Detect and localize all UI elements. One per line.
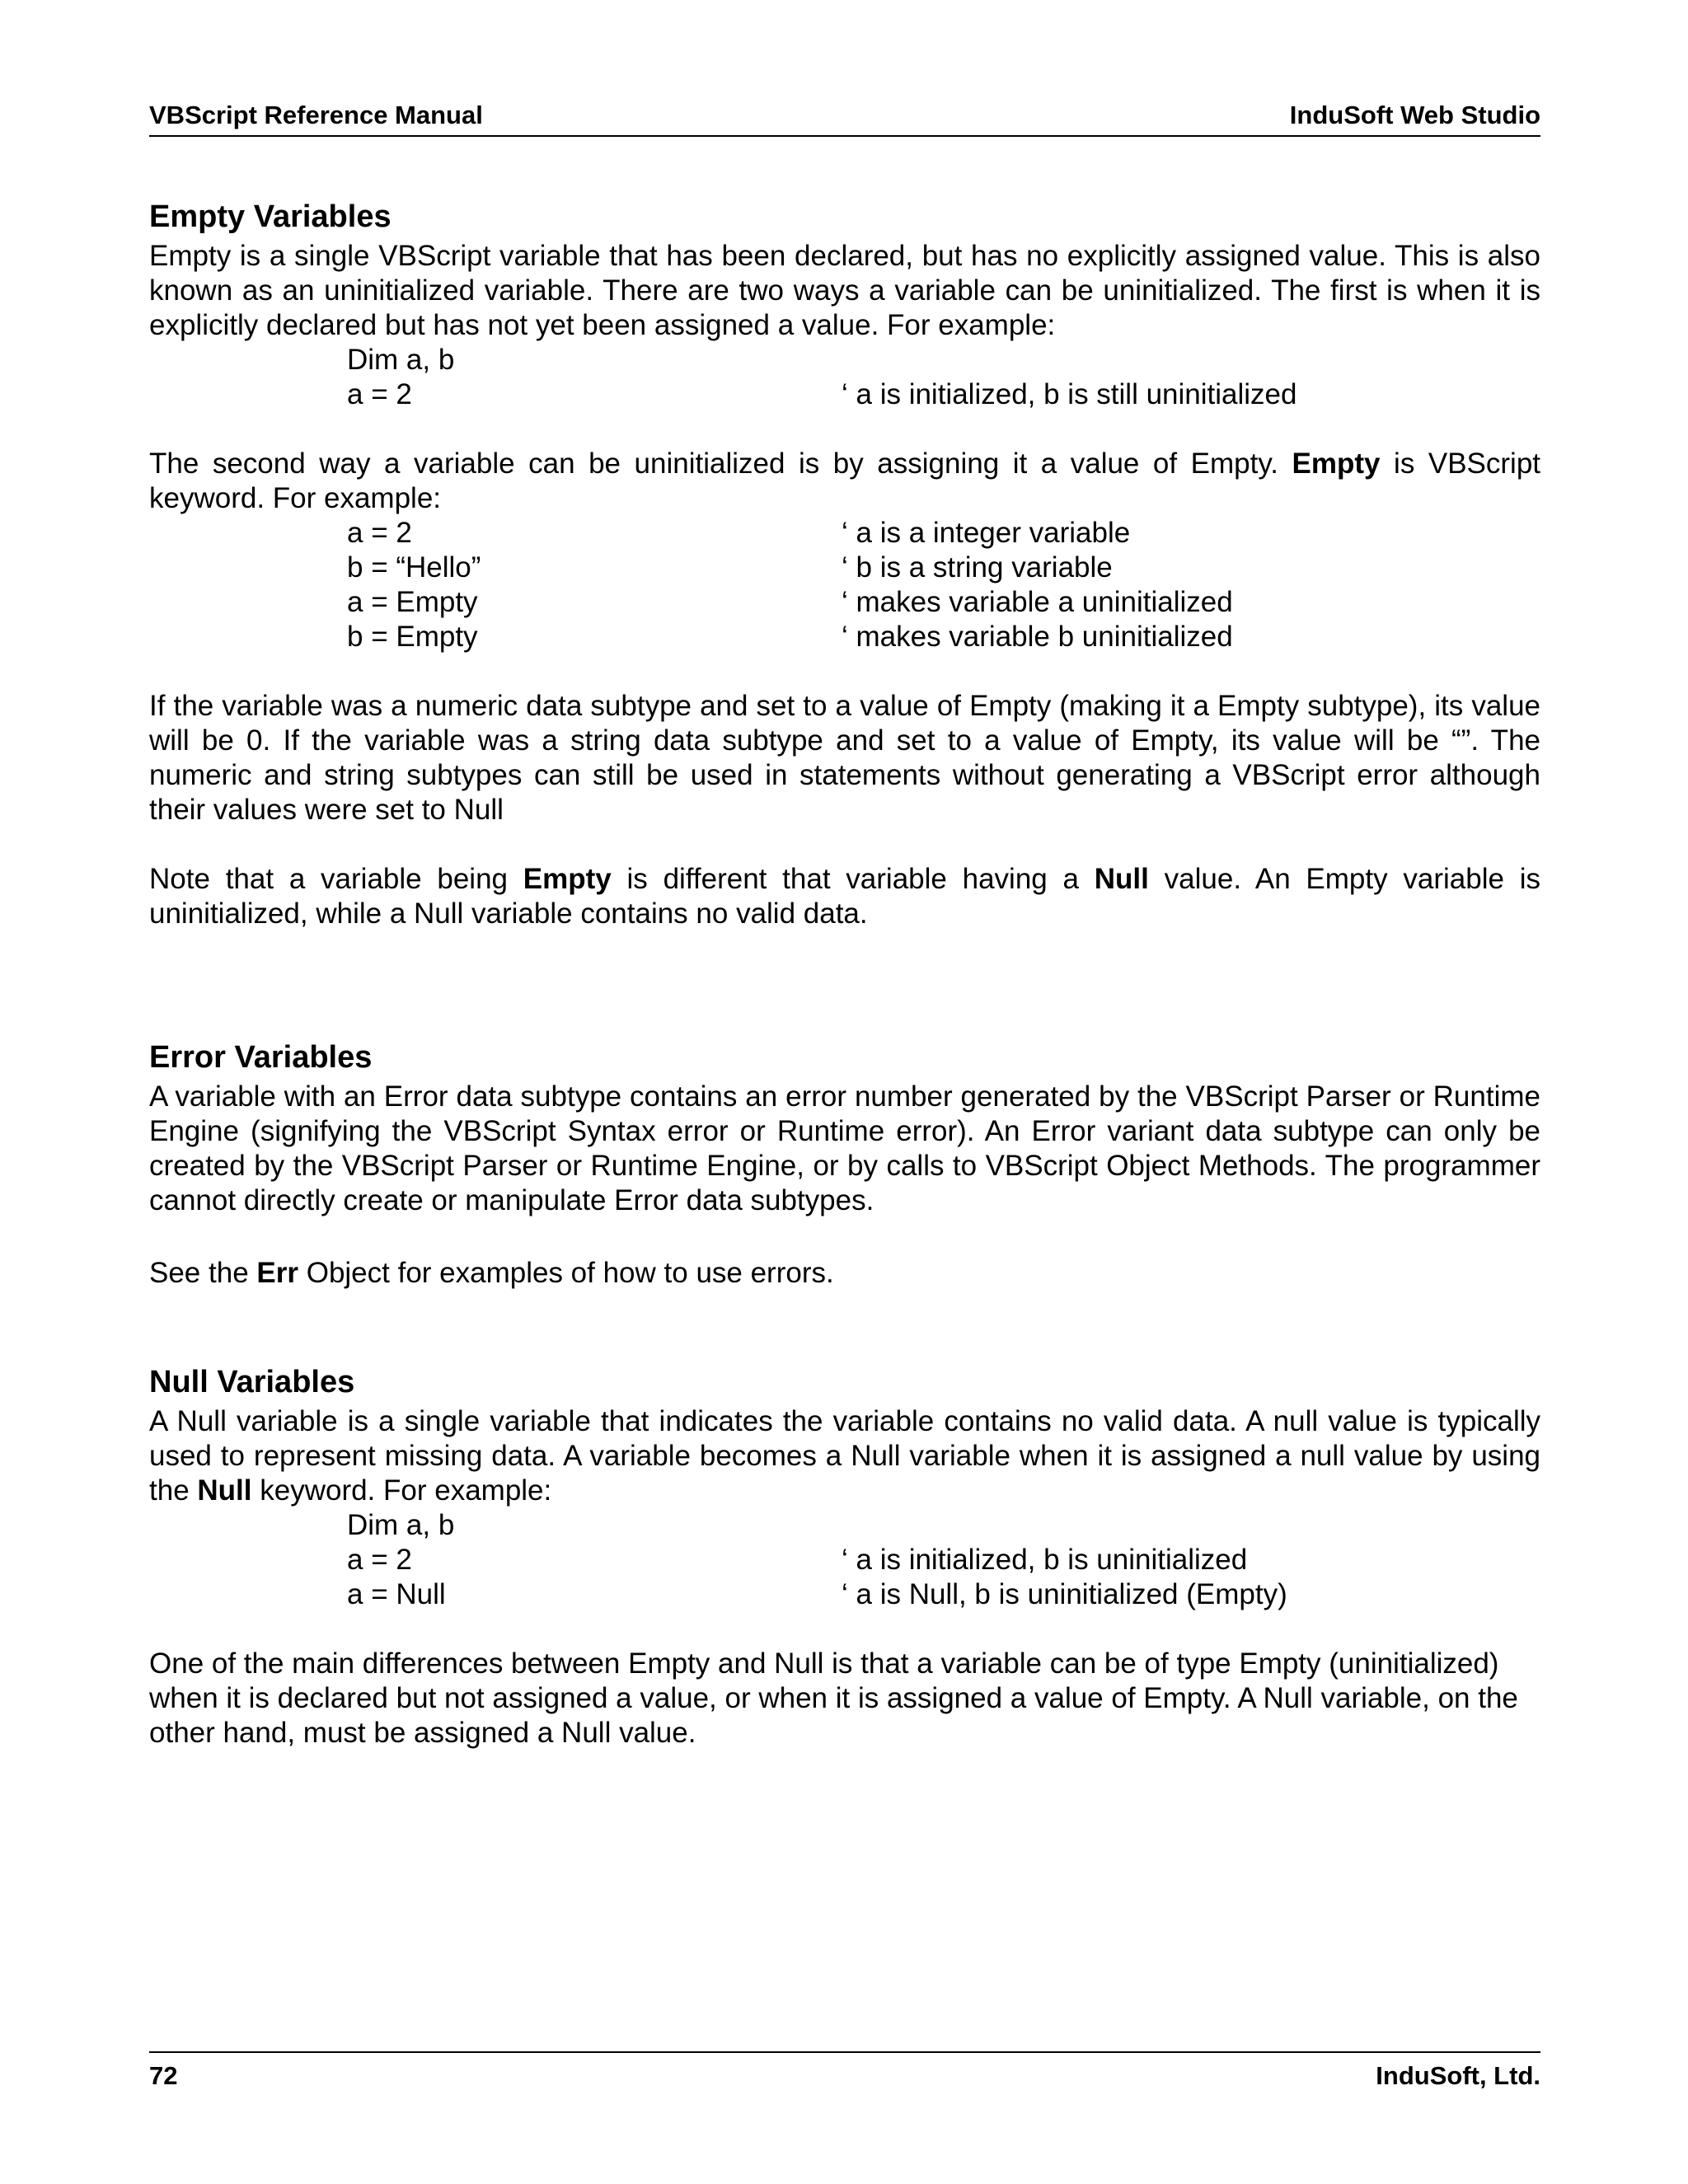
code-comment: ‘ makes variable a uninitialized <box>842 586 1233 618</box>
empty-code-example-2 <box>149 516 1540 654</box>
error-paragraph-2 <box>149 1256 1540 1291</box>
null-paragraph-2: One of the main differences between Empty and Null is that a variable can be of type Empty (uninitialized) when it is declared but not assigned a value, or when it is assigned a value of Empty. A Null variable, on the other hand, must be assigned a Null value. <box>149 1647 1518 1749</box>
empty-code-example-1 <box>149 343 1540 412</box>
code-statement: a = 2 <box>347 378 412 410</box>
code-line <box>149 620 1540 654</box>
null-paragraph-1 <box>149 1404 1540 1508</box>
empty-paragraph-2 <box>149 447 1540 516</box>
code-line <box>149 377 1540 412</box>
code-line <box>149 343 1540 377</box>
code-statement: a = Null <box>347 1578 446 1610</box>
keyword-null: Null <box>1094 863 1149 895</box>
page-footer <box>149 2051 1540 2094</box>
empty-paragraph-4 <box>149 862 1540 931</box>
page-header <box>149 97 1540 137</box>
null-code-example <box>149 1508 1540 1612</box>
text-run: The second way a variable can be uninitialized is by assigning it a value of Empty. <box>149 448 1278 480</box>
code-line <box>149 1577 1540 1612</box>
code-statement: a = 2 <box>347 517 412 549</box>
code-line <box>149 516 1540 551</box>
text-run: A Null variable is a single variable that indicates the variable contains no valid data. A null value is typically used to represent missing data. A variable becomes a Null variable when it is assigned a null value by using the <box>149 1405 1540 1507</box>
section-title-null-variables: Null Variables <box>149 1365 355 1399</box>
code-comment: ‘ b is a string variable <box>842 551 1113 583</box>
code-comment: ‘ a is a integer variable <box>842 517 1131 549</box>
text-run: is VBScript keyword. For example: <box>149 448 1541 514</box>
error-paragraph-1: A variable with an Error data subtype contains an error number generated by the VBScript Parser or Runtime Engine (signifying the VBScript Syntax error or Runtime error). An Error variant data subtype can only be created by the VBScript Parser or Runtime Engine, or by calls to VBScript Object Methods. The programmer cannot directly create or manipulate Error data subtypes. <box>149 1080 1540 1216</box>
manual-title: VBScript Reference Manual <box>149 101 483 129</box>
product-name: InduSoft Web Studio <box>1289 101 1540 129</box>
code-statement: b = Empty <box>347 621 478 653</box>
code-comment: ‘ a is Null, b is uninitialized (Empty) <box>842 1578 1287 1610</box>
text-run: value. An Empty variable is uninitialized, while a Null variable contains no valid data. <box>149 863 1540 930</box>
text-run: is different that variable having a <box>626 863 1079 895</box>
code-comment: ‘ a is initialized, b is still uninitialized <box>842 378 1297 410</box>
section-title-error-variables: Error Variables <box>149 1040 373 1075</box>
keyword-null: Null <box>197 1474 252 1507</box>
code-statement: b = “Hello” <box>347 551 481 583</box>
text-run: keyword. For example: <box>260 1474 552 1507</box>
code-statement: a = Empty <box>347 586 478 618</box>
code-line <box>149 1508 1540 1543</box>
code-statement: Dim a, b <box>347 344 455 376</box>
code-comment: ‘ makes variable b uninitialized <box>842 621 1233 653</box>
text-run: See the <box>149 1257 249 1289</box>
text-run: Note that a variable being <box>149 863 509 895</box>
keyword-empty: Empty <box>1292 448 1381 480</box>
code-statement: a = 2 <box>347 1544 412 1576</box>
text-run: Object for examples of how to use errors. <box>306 1257 834 1289</box>
keyword-empty: Empty <box>523 863 612 895</box>
code-comment: ‘ a is initialized, b is uninitialized <box>842 1544 1248 1576</box>
company-name: InduSoft, Ltd. <box>1376 2061 1540 2090</box>
page-content <box>149 194 1540 1750</box>
code-statement: Dim a, b <box>347 1509 455 1541</box>
code-line <box>149 551 1540 585</box>
section-title-empty-variables: Empty Variables <box>149 199 392 234</box>
code-line <box>149 1543 1540 1577</box>
empty-paragraph-1: Empty is a single VBScript variable that has been declared, but has no explicitly assigned value. This is also known as an uninitialized variable. There are two ways a variable can be uninitialized. The first is when it is explicitly declared but has not yet been assigned a value. For example: <box>149 240 1540 341</box>
code-line <box>149 585 1540 620</box>
keyword-err: Err <box>256 1257 298 1289</box>
page-number: 72 <box>149 2061 178 2090</box>
empty-paragraph-3: If the variable was a numeric data subtype and set to a value of Empty (making it a Empty subtype), its value will be 0. If the variable was a string data subtype and set to a value of Empty, its value will be “”. The numeric and string subtypes can still be used in statements without generating a VBScript error although their values were set to Null <box>149 690 1540 826</box>
